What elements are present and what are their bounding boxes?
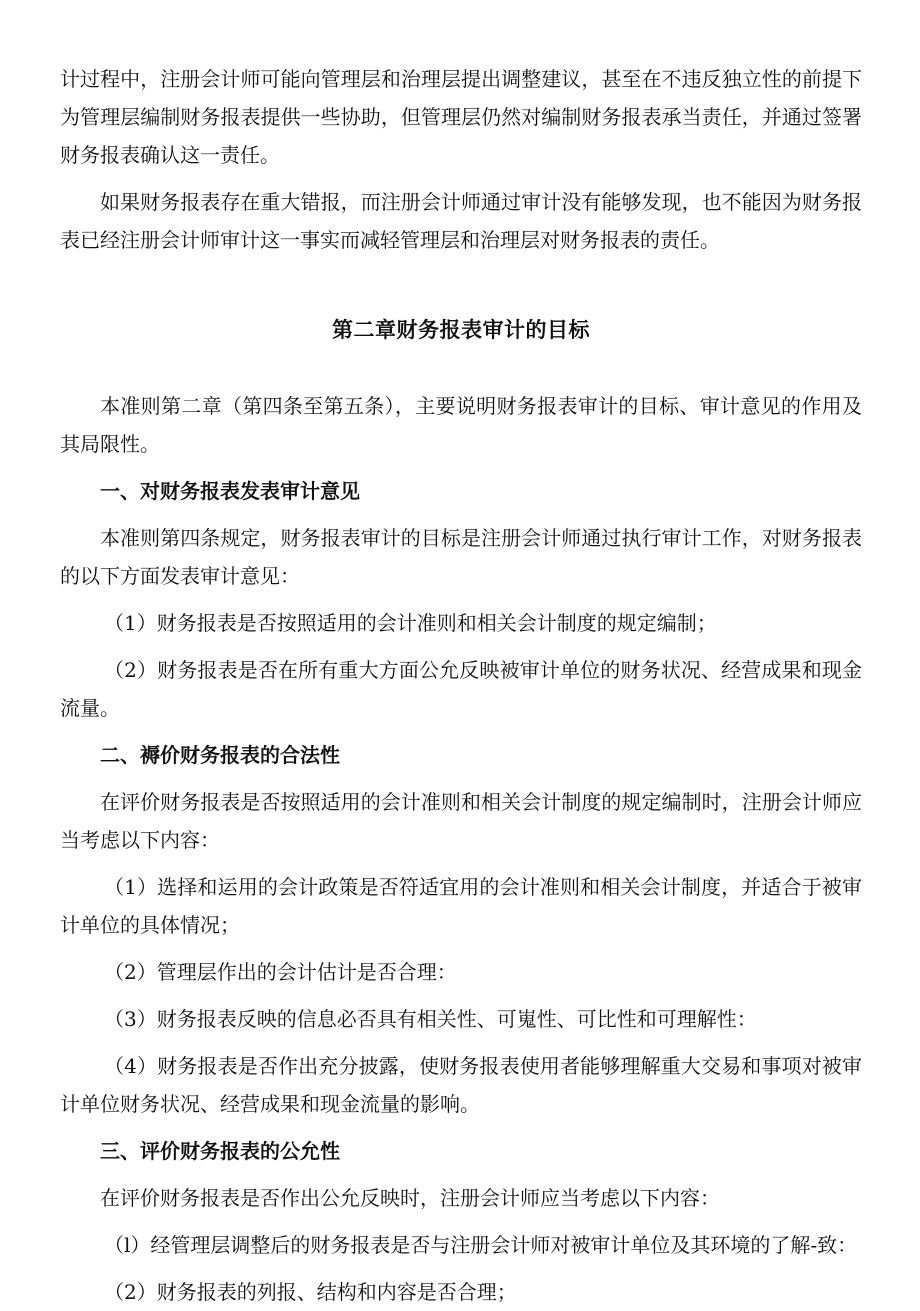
section-2-item-3: （3）财务报表反映的信息必否具有相关性、可嵬性、可比性和可理解性： xyxy=(104,1007,757,1031)
section-2-item-1: （1）选择和运用的会计政策是否符适宜用的会计准则和相关会计制度，并适合于被审计单位的具体情况； xyxy=(60,875,862,937)
section-2-item-2: （2）管理层作出的会计估计是否合理： xyxy=(104,960,457,984)
paragraph-continued: 计过程中，注册会计师可能向管理层和治理层提出调整建议，甚至在不违反独立性的前提下为管理层编制财务报表提供一些协助，但管理层仍然对编制财务报表承当责任，并通过签署财务报表确认这一责任。 xyxy=(60,67,862,167)
section-2-item-4: （4）财务报表是否作出充分披露，使财务报表使用者能够理解重大交易和事项对被审计单位财务状况、经营成果和现金流量的影响。 xyxy=(60,1054,862,1116)
section-1-item-1: （1）财务报表是否按照适用的会计准则和相关会计制度的规定编制； xyxy=(104,611,717,635)
section-1-heading: 一、对财务报表发表审计意见 xyxy=(100,479,360,503)
section-3-item-1: （l）经管理层调整后的财务报表是否与注册会计师对被审计单位及其环境的了解-致： xyxy=(104,1233,858,1257)
section-1-item-2: （2）财务报表是否在所有重大方面公允反映被审计单位的财务状况、经营成果和现金流量。 xyxy=(60,658,862,720)
section-3-body: 在评价财务报表是否作出公允反映时，注册会计师应当考虑以下内容： xyxy=(100,1186,720,1210)
section-3-item-2: （2）财务报表的列报、结构和内容是否合理； xyxy=(104,1280,517,1304)
chapter-title: 第二章财务报表审计的目标 xyxy=(332,318,590,342)
chapter-intro: 本准则第二章（第四条至第五条），主要说明财务报表审计的目标、审计意见的作用及其局限性。 xyxy=(60,394,862,456)
section-1-body: 本准则第四条规定，财务报表审计的目标是注册会计师通过执行审计工作，对财务报表的以下方面发表审计意见： xyxy=(60,526,862,588)
section-2-body: 在评价财务报表是否按照适用的会计准则和相关会计制度的规定编制时，注册会计师应当考虑以下内容： xyxy=(60,790,862,852)
paragraph-responsibility: 如果财务报表存在重大错报，而注册会计师通过审计没有能够发现，也不能因为财务报表已经注册会计师审计这一事实而减轻管理层和治理层对财务报表的责任。 xyxy=(60,190,862,252)
section-3-heading: 三、评价财务报表的公允性 xyxy=(100,1139,340,1163)
section-2-heading: 二、褥价财务报表的合法性 xyxy=(100,743,340,767)
